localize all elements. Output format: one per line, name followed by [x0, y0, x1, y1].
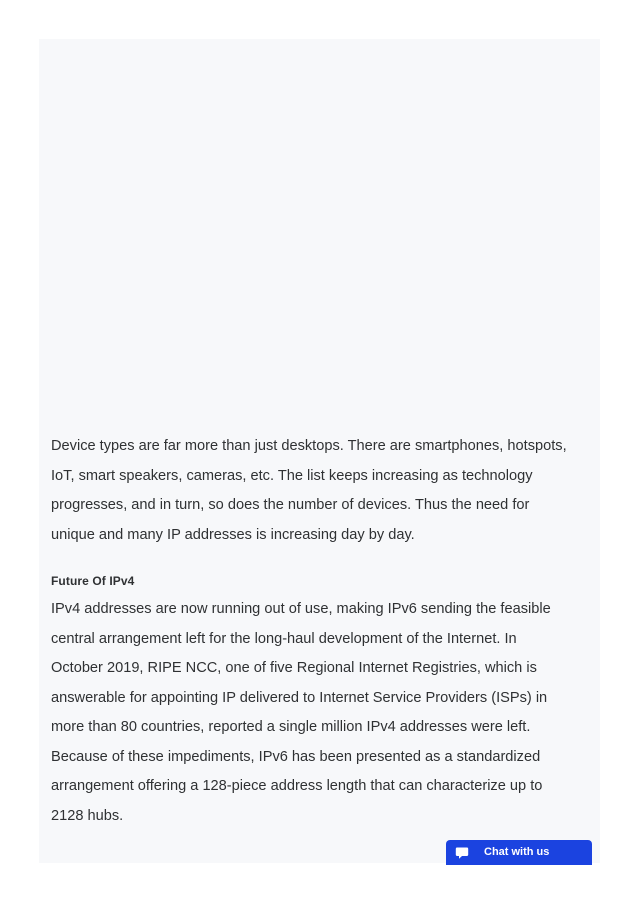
chat-with-us-button[interactable] — [446, 840, 592, 865]
paragraph-future-ipv4: IPv4 addresses are now running out of use, making IPv6 sending the feasible central arrangement left for the long-haul development of the Internet. In October 2019, RIPE NCC, one of five Regional Internet Registries, which is answerable for appointing IP delivered to Internet Service Providers (ISPs) in more than 80 countries, reported a single million IPv4 addresses were left. Because of these impediments, IPv6 has been presented as a standardized arrangement offering a 128-piece address length that can characterize up to 2128 hubs. — [51, 601, 551, 824]
section-heading-future-ipv4: Future Of IPv4 — [51, 574, 135, 588]
paragraph-device-types: Device types are far more than just desktops. There are smartphones, hotspots, IoT, smart speakers, cameras, etc. The list keeps increasing as technology progresses, and in turn, so does the number of devices. Thus the need for unique and many IP addresses is increasing day by day. — [51, 438, 567, 543]
chat-button-label: Chat with us — [484, 846, 550, 858]
chat-bubble-icon — [455, 846, 469, 860]
content-card — [39, 39, 600, 863]
article-body — [51, 432, 571, 831]
